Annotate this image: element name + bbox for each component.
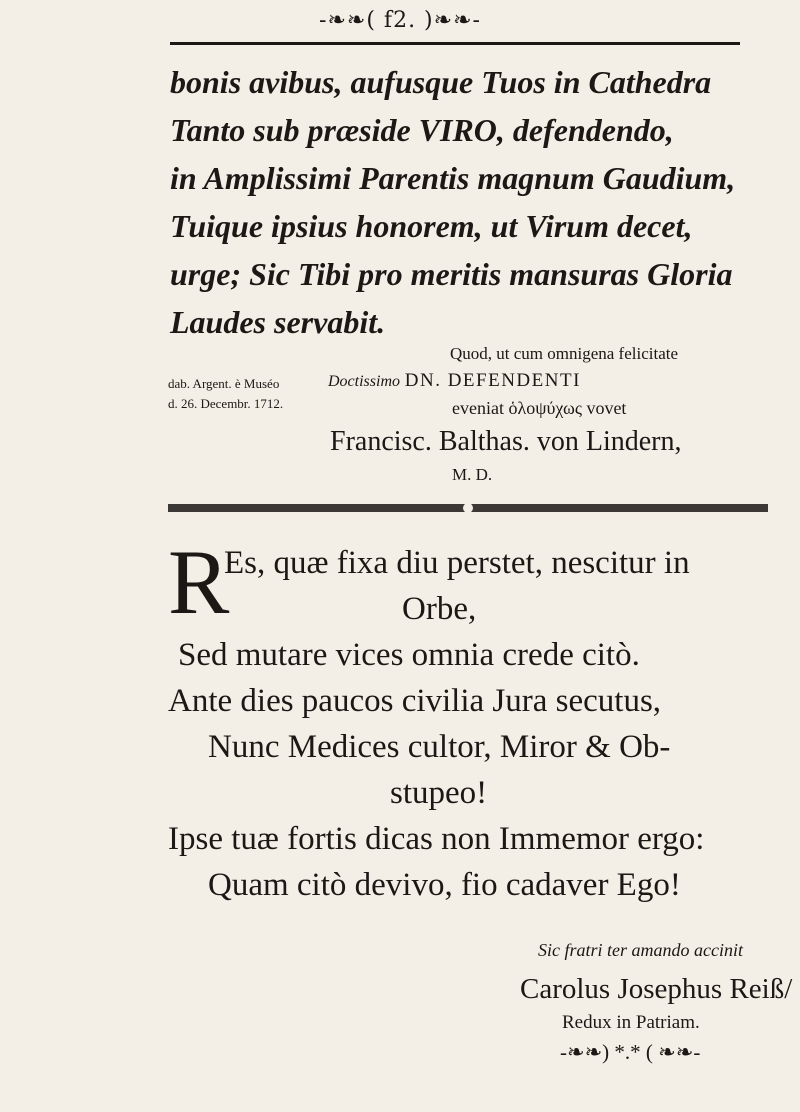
poem-line: stupeo! xyxy=(390,775,488,811)
addressee-title: Doctissimo xyxy=(328,373,400,390)
verse-line: Tanto sub præside VIRO, defendendo, xyxy=(170,112,674,148)
verse-line: in Amplissimi Parentis magnum Gaudium, xyxy=(170,160,736,196)
verse-line: Tuique ipsius honorem, ut Virum decet, xyxy=(170,208,693,244)
poem-body xyxy=(168,540,788,908)
author-name: Francisc. Balthas. von Lindern, xyxy=(330,426,682,457)
signature-note: Redux in Patriam. xyxy=(562,1012,700,1033)
addressee-line xyxy=(328,370,581,392)
poem-line: Nunc Medices cultor, Miror & Ob- xyxy=(208,729,671,765)
ornament-divider xyxy=(168,498,768,518)
page-header: -❧❧( f2. )❧❧- xyxy=(319,8,481,33)
dated-note-line: dab. Argent. è Muséo xyxy=(168,376,280,391)
poem-line: Orbe, xyxy=(402,591,477,627)
sic-line: Sic fratri ter amando accinit xyxy=(538,940,743,960)
dedication-verse xyxy=(170,58,770,346)
addressee-name: DN. DEFENDENTI xyxy=(404,370,581,391)
signature-name: Carolus Josephus Reiß/ xyxy=(520,973,793,1005)
dated-note xyxy=(168,374,283,414)
verse-line: urge; Sic Tibi pro meritis mansuras Gloria xyxy=(170,256,733,292)
quod-line: Quod, ut cum omnigena felicitate xyxy=(450,344,679,363)
poem-line: Quam citò devivo, fio cadaver Ego! xyxy=(208,867,681,903)
dated-note-line: d. 26. Decembr. 1712. xyxy=(168,396,284,411)
verse-line: Laudes servabit. xyxy=(170,304,386,340)
poem-line: Sed mutare vices omnia crede citò. xyxy=(178,637,640,673)
page-footer: -❧❧) *.* ( ❧❧- xyxy=(560,1040,701,1064)
author-degree: M. D. xyxy=(452,465,493,484)
eveniat-line: eveniat ὁλοψύχως vovet xyxy=(452,398,627,418)
header-rule xyxy=(170,42,740,45)
poem-line: Ante dies paucos civilia Jura secutus, xyxy=(168,683,662,719)
verse-line: bonis avibus, aufusque Tuos in Cathedra xyxy=(170,64,712,100)
poem-line: Ipse tuæ fortis dicas non Immemor ergo: xyxy=(168,821,705,857)
poem-line: Es, quæ fixa diu perstet, nescitur in xyxy=(224,545,690,581)
drop-cap: R xyxy=(168,531,230,633)
